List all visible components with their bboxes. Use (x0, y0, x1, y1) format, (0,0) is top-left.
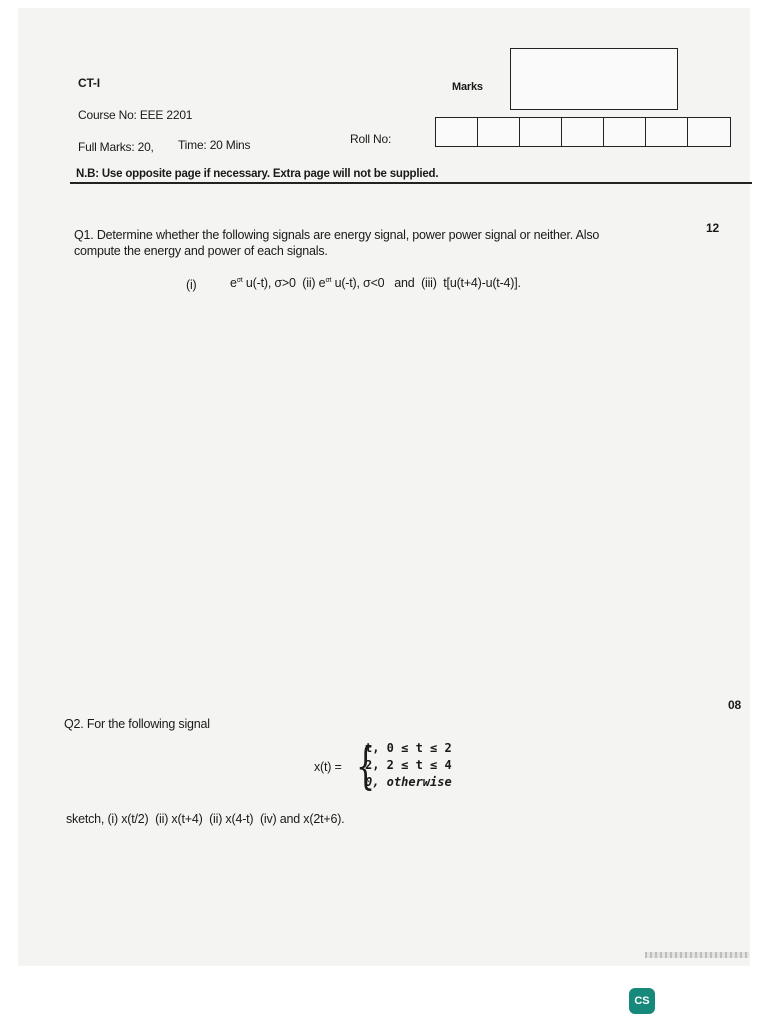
q1-part-i-base: e (230, 276, 237, 290)
q2-sketch-4: (iv) and x(2t+6). (259, 812, 345, 826)
q1-and: and (394, 276, 415, 290)
exam-sheet (18, 8, 750, 966)
q1-text-line2: compute the energy and power of each signals. (74, 244, 328, 258)
page-edge-shadow (645, 952, 749, 958)
q1-part-iii-label: (iii) (421, 276, 437, 290)
roll-digit-box[interactable] (688, 118, 730, 146)
q1-part-ii-base: e (318, 276, 326, 290)
q1-part-i-label: (i) (186, 278, 197, 292)
q2-case-2: 2, 2 ≤ t ≤ 4 (365, 758, 452, 772)
roll-label: Roll No: (350, 132, 392, 146)
instruction-note: N.B: Use opposite page if necessary. Extra page will not be supplied. (76, 168, 439, 180)
roll-digit-box[interactable] (520, 118, 562, 146)
course-number: Course No: EEE 2201 (78, 108, 193, 122)
q2-function-lhs: x(t) = (314, 760, 342, 774)
roll-digit-box[interactable] (604, 118, 646, 146)
roll-digit-box[interactable] (562, 118, 604, 146)
q2-sketch-1: sketch, (i) x(t/2) (66, 812, 149, 826)
exam-code: CT-I (78, 76, 100, 90)
marks-label: Marks (452, 81, 483, 93)
q2-case-1: t, 0 ≤ t ≤ 2 (365, 741, 452, 755)
q2-sketch-3: (ii) x(4-t) (209, 812, 254, 826)
q1-part-i (230, 276, 521, 290)
q2-title: Q2. For the following signal (64, 717, 210, 731)
q1-part-ii-label: (ii) (302, 276, 316, 290)
header-divider (70, 182, 752, 184)
roll-number-boxes[interactable] (435, 117, 731, 147)
q1-part-i-exponent: σt (236, 277, 243, 284)
q2-sketch-2: (ii) x(t+4) (155, 812, 203, 826)
q1-part-ii-rest: u(-t), σ<0 (334, 276, 385, 290)
curly-brace-icon: { (356, 737, 376, 795)
marks-box[interactable] (510, 48, 678, 110)
q2-sketch-instructions (66, 812, 344, 826)
q2-piecewise (356, 737, 466, 795)
q1-part-i-rest: u(-t), σ>0 (245, 276, 296, 290)
q1-part-iii-expr: t[u(t+4)-u(t-4)]. (443, 276, 521, 290)
q1-part-ii-exponent: σt (325, 277, 332, 284)
roll-digit-box[interactable] (478, 118, 520, 146)
roll-digit-box[interactable] (646, 118, 688, 146)
q1-marks: 12 (706, 221, 719, 235)
full-marks: Full Marks: 20, (78, 140, 154, 154)
q2-case-3: 0, otherwise (365, 775, 452, 789)
q2-marks: 08 (728, 698, 741, 712)
time-limit: Time: 20 Mins (178, 138, 251, 152)
roll-digit-box[interactable] (436, 118, 478, 146)
q1-text-line1: Q1. Determine whether the following signals are energy signal, power power signal or neither. Also (74, 228, 600, 242)
camscanner-logo-icon: CS (629, 988, 655, 1014)
